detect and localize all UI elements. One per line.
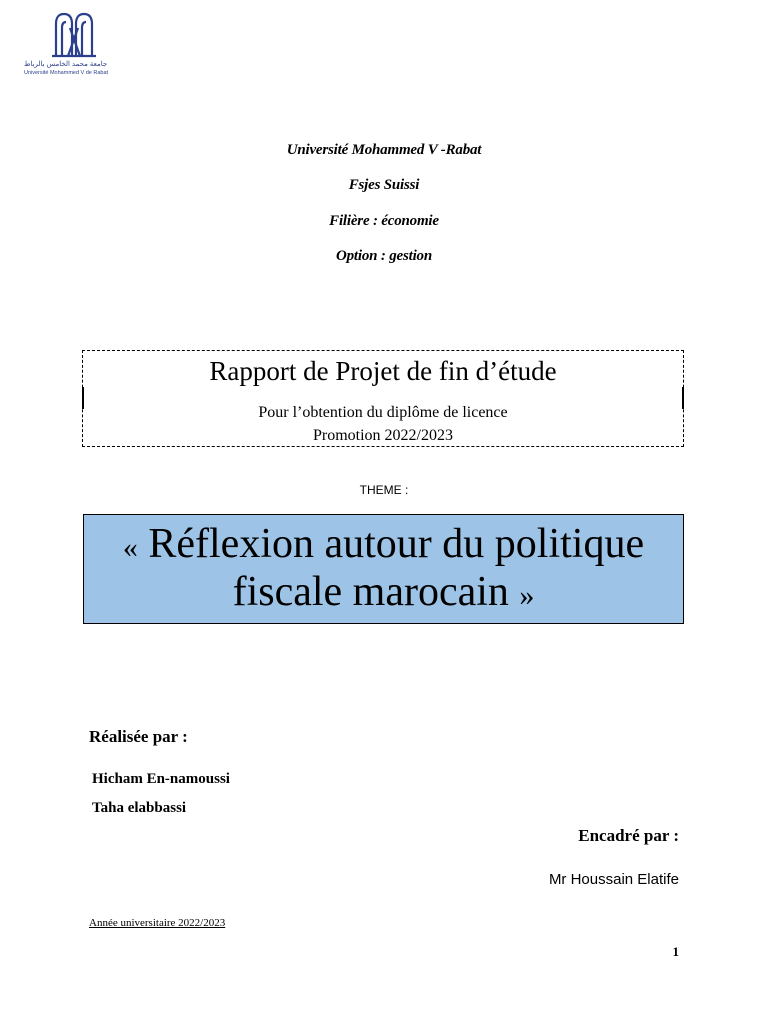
theme-box [83, 514, 684, 624]
report-title: Rapport de Projet de fin d’étude [209, 356, 557, 386]
theme-text-2: fiscale marocain [232, 569, 520, 615]
author-name: Hicham En-namoussi [92, 771, 230, 787]
author-name: Taha elabbassi [92, 800, 187, 816]
logo-latin-text: Université Mohammed V de Rabat [24, 70, 109, 76]
theme-line-2 [84, 569, 683, 619]
academic-year: Année universitaire 2022/2023 [89, 917, 226, 929]
report-title-box [82, 350, 684, 447]
authors-label: Réalisée par : [89, 727, 188, 746]
theme-label: THEME : [359, 483, 409, 497]
university-emblem-icon [24, 10, 132, 60]
theme-text-1: Réflexion autour du politique [137, 521, 645, 567]
supervisor-label: Encadré par : [578, 826, 679, 845]
report-subtitle: Pour l’obtention du diplôme de licence [258, 404, 508, 421]
university-name: Université Mohammed V -Rabat [286, 142, 482, 158]
faculty-name: Fsjes Suissi [348, 177, 420, 193]
logo-arabic-text: جامعة محمد الخامس بالرباط [24, 61, 108, 68]
theme-open-quote: « [122, 531, 138, 564]
theme-line-1 [84, 521, 683, 571]
page-number: 1 [672, 944, 679, 959]
filiere-line: Filière : économie [329, 213, 439, 229]
theme-close-quote: » [519, 579, 535, 612]
report-promotion: Promotion 2022/2023 [312, 427, 453, 444]
supervisor-name: Mr Houssain Elatife [548, 871, 679, 888]
option-line: Option : gestion [336, 248, 432, 264]
university-logo [24, 10, 132, 82]
